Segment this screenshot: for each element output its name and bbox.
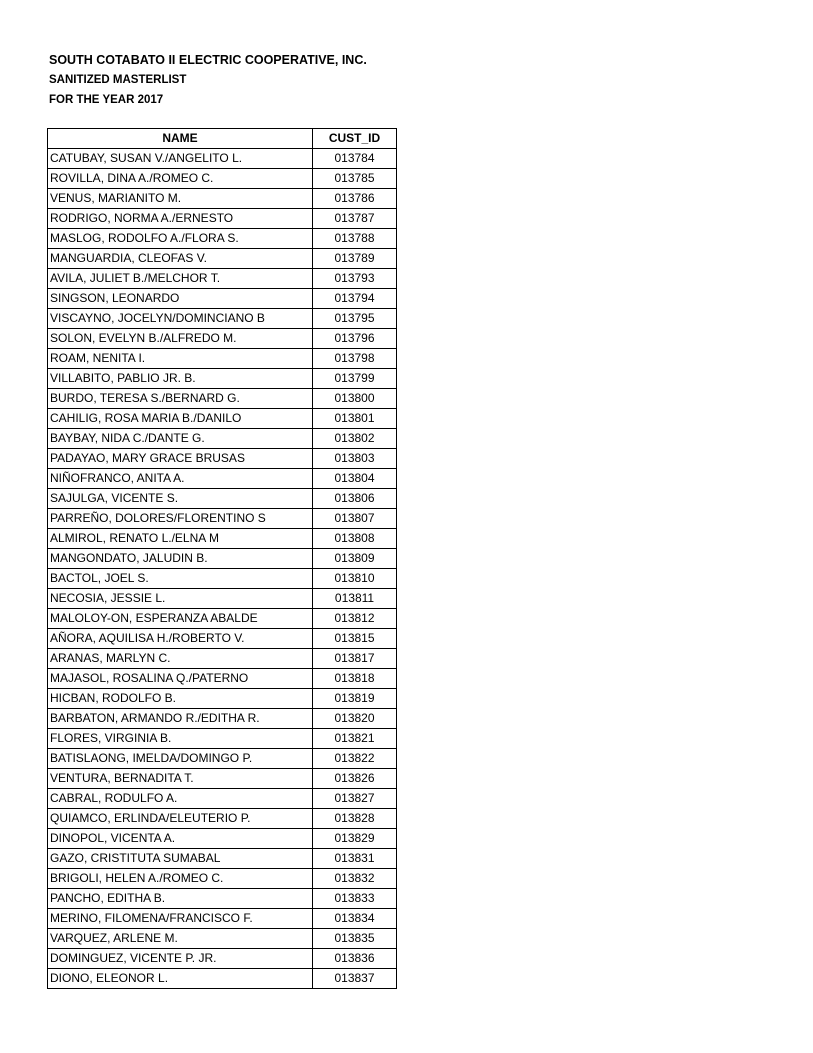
table-row — [48, 929, 397, 949]
customer-id-cell: 013793 — [313, 269, 397, 289]
customer-name-cell: HICBAN, RODOLFO B. — [48, 689, 313, 709]
customer-name-cell: PADAYAO, MARY GRACE BRUSAS — [48, 449, 313, 469]
column-header-cust-id: CUST_ID — [313, 129, 397, 149]
table-row — [48, 769, 397, 789]
table-row — [48, 849, 397, 869]
customer-name-cell: AVILA, JULIET B./MELCHOR T. — [48, 269, 313, 289]
customer-name-cell: AÑORA, AQUILISA H./ROBERTO V. — [48, 629, 313, 649]
customer-name-cell: VENUS, MARIANITO M. — [48, 189, 313, 209]
customer-id-cell: 013835 — [313, 929, 397, 949]
customer-id-cell: 013798 — [313, 349, 397, 369]
customer-name-cell: BACTOL, JOEL S. — [48, 569, 313, 589]
customer-name-cell: CAHILIG, ROSA MARIA B./DANILO — [48, 409, 313, 429]
customer-id-cell: 013811 — [313, 589, 397, 609]
customer-id-cell: 013785 — [313, 169, 397, 189]
table-row — [48, 409, 397, 429]
table-row — [48, 209, 397, 229]
table-row — [48, 889, 397, 909]
table-row — [48, 489, 397, 509]
customer-name-cell: GAZO, CRISTITUTA SUMABAL — [48, 849, 313, 869]
customer-name-cell: DOMINGUEZ, VICENTE P. JR. — [48, 949, 313, 969]
table-row — [48, 649, 397, 669]
customer-id-cell: 013804 — [313, 469, 397, 489]
table-row — [48, 149, 397, 169]
customer-name-cell: RODRIGO, NORMA A./ERNESTO — [48, 209, 313, 229]
customer-name-cell: BURDO, TERESA S./BERNARD G. — [48, 389, 313, 409]
customer-id-cell: 013834 — [313, 909, 397, 929]
customer-id-cell: 013837 — [313, 969, 397, 989]
customer-name-cell: PARREÑO, DOLORES/FLORENTINO S — [48, 509, 313, 529]
customer-id-cell: 013808 — [313, 529, 397, 549]
customer-id-cell: 013821 — [313, 729, 397, 749]
table-row — [48, 969, 397, 989]
customer-id-cell: 013812 — [313, 609, 397, 629]
table-row — [48, 509, 397, 529]
table-row — [48, 869, 397, 889]
customer-id-cell: 013833 — [313, 889, 397, 909]
table-row — [48, 229, 397, 249]
cooperative-name: SOUTH COTABATO II ELECTRIC COOPERATIVE, INC. — [49, 53, 367, 67]
table-row — [48, 549, 397, 569]
table-row — [48, 329, 397, 349]
customer-name-cell: NIÑOFRANCO, ANITA A. — [48, 469, 313, 489]
customer-name-cell: MALOLOY-ON, ESPERANZA ABALDE — [48, 609, 313, 629]
customer-id-cell: 013826 — [313, 769, 397, 789]
table-body — [48, 149, 397, 989]
customer-name-cell: MANGONDATO, JALUDIN B. — [48, 549, 313, 569]
customer-id-cell: 013818 — [313, 669, 397, 689]
masterlist-table — [47, 128, 397, 989]
customer-name-cell: SINGSON, LEONARDO — [48, 289, 313, 309]
table-row — [48, 949, 397, 969]
customer-id-cell: 013815 — [313, 629, 397, 649]
customer-id-cell: 013832 — [313, 869, 397, 889]
customer-id-cell: 013810 — [313, 569, 397, 589]
customer-name-cell: DINOPOL, VICENTA A. — [48, 829, 313, 849]
customer-name-cell: BARBATON, ARMANDO R./EDITHA R. — [48, 709, 313, 729]
customer-id-cell: 013817 — [313, 649, 397, 669]
table-row — [48, 629, 397, 649]
table-row — [48, 689, 397, 709]
customer-id-cell: 013806 — [313, 489, 397, 509]
customer-name-cell: BRIGOLI, HELEN A./ROMEO C. — [48, 869, 313, 889]
customer-id-cell: 013787 — [313, 209, 397, 229]
customer-name-cell: NECOSIA, JESSIE L. — [48, 589, 313, 609]
table-row — [48, 189, 397, 209]
table-row — [48, 609, 397, 629]
customer-id-cell: 013836 — [313, 949, 397, 969]
table-row — [48, 289, 397, 309]
customer-id-cell: 013819 — [313, 689, 397, 709]
customer-id-cell: 013784 — [313, 149, 397, 169]
customer-name-cell: MANGUARDIA, CLEOFAS V. — [48, 249, 313, 269]
customer-id-cell: 013789 — [313, 249, 397, 269]
customer-name-cell: SAJULGA, VICENTE S. — [48, 489, 313, 509]
table-row — [48, 389, 397, 409]
customer-id-cell: 013795 — [313, 309, 397, 329]
customer-name-cell: VILLABITO, PABLIO JR. B. — [48, 369, 313, 389]
table-row — [48, 709, 397, 729]
customer-id-cell: 013829 — [313, 829, 397, 849]
customer-name-cell: MASLOG, RODOLFO A./FLORA S. — [48, 229, 313, 249]
customer-id-cell: 013794 — [313, 289, 397, 309]
table-row — [48, 589, 397, 609]
customer-name-cell: DIONO, ELEONOR L. — [48, 969, 313, 989]
customer-name-cell: QUIAMCO, ERLINDA/ELEUTERIO P. — [48, 809, 313, 829]
customer-name-cell: ROAM, NENITA I. — [48, 349, 313, 369]
customer-name-cell: CABRAL, RODULFO A. — [48, 789, 313, 809]
customer-name-cell: PANCHO, EDITHA B. — [48, 889, 313, 909]
table-row — [48, 469, 397, 489]
table-row — [48, 349, 397, 369]
customer-name-cell: BATISLAONG, IMELDA/DOMINGO P. — [48, 749, 313, 769]
customer-name-cell: CATUBAY, SUSAN V./ANGELITO L. — [48, 149, 313, 169]
table-header-row — [48, 129, 397, 149]
customer-id-cell: 013803 — [313, 449, 397, 469]
customer-name-cell: SOLON, EVELYN B./ALFREDO M. — [48, 329, 313, 349]
customer-id-cell: 013828 — [313, 809, 397, 829]
table-row — [48, 809, 397, 829]
customer-id-cell: 013788 — [313, 229, 397, 249]
customer-id-cell: 013801 — [313, 409, 397, 429]
customer-name-cell: BAYBAY, NIDA C./DANTE G. — [48, 429, 313, 449]
customer-name-cell: FLORES, VIRGINIA B. — [48, 729, 313, 749]
document-header — [49, 50, 367, 110]
customer-id-cell: 013800 — [313, 389, 397, 409]
table-row — [48, 309, 397, 329]
customer-id-cell: 013796 — [313, 329, 397, 349]
table-row — [48, 429, 397, 449]
document-title: SANITIZED MASTERLIST — [49, 74, 187, 86]
table-row — [48, 449, 397, 469]
customer-id-cell: 013799 — [313, 369, 397, 389]
customer-id-cell: 013820 — [313, 709, 397, 729]
customer-name-cell: VARQUEZ, ARLENE M. — [48, 929, 313, 949]
customer-name-cell: ARANAS, MARLYN C. — [48, 649, 313, 669]
customer-name-cell: MAJASOL, ROSALINA Q./PATERNO — [48, 669, 313, 689]
table-row — [48, 569, 397, 589]
customer-id-cell: 013807 — [313, 509, 397, 529]
table-row — [48, 729, 397, 749]
table-row — [48, 269, 397, 289]
table-row — [48, 169, 397, 189]
customer-name-cell: ROVILLA, DINA A./ROMEO C. — [48, 169, 313, 189]
customer-id-cell: 013786 — [313, 189, 397, 209]
customer-name-cell: ALMIROL, RENATO L./ELNA M — [48, 529, 313, 549]
customer-name-cell: VISCAYNO, JOCELYN/DOMINCIANO B — [48, 309, 313, 329]
customer-name-cell: VENTURA, BERNADITA T. — [48, 769, 313, 789]
customer-id-cell: 013802 — [313, 429, 397, 449]
table-row — [48, 669, 397, 689]
table-row — [48, 529, 397, 549]
document-year: FOR THE YEAR 2017 — [49, 94, 164, 106]
table-row — [48, 789, 397, 809]
table-row — [48, 909, 397, 929]
table-row — [48, 749, 397, 769]
customer-id-cell: 013827 — [313, 789, 397, 809]
table-row — [48, 369, 397, 389]
customer-id-cell: 013822 — [313, 749, 397, 769]
customer-name-cell: MERINO, FILOMENA/FRANCISCO F. — [48, 909, 313, 929]
column-header-name: NAME — [48, 129, 313, 149]
customer-id-cell: 013809 — [313, 549, 397, 569]
table-row — [48, 829, 397, 849]
table-row — [48, 249, 397, 269]
customer-id-cell: 013831 — [313, 849, 397, 869]
